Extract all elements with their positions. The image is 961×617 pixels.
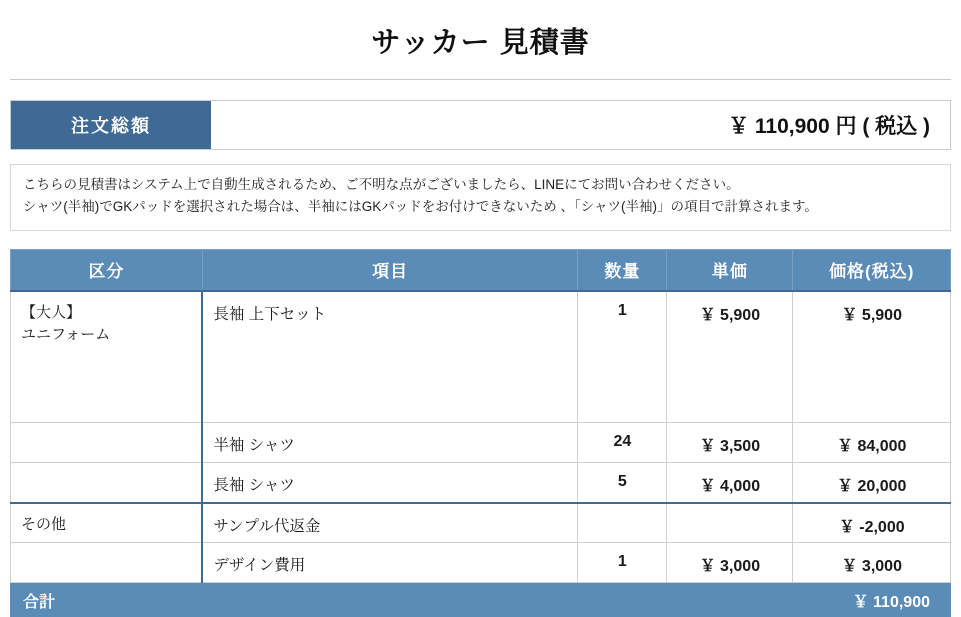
cell-unit-price: [667, 503, 793, 543]
cell-price: ￥ 5,900: [793, 291, 951, 423]
cell-kubun: [11, 543, 203, 583]
note-line-2: シャツ(半袖)でGKパッドを選択された場合は、半袖にはGKパッドをお付けできないため 、「シャツ(半袖)」の項目で計算されます。: [23, 198, 818, 214]
cell-qty: [578, 503, 667, 543]
grand-total-bar: [10, 583, 951, 617]
quotation-table: [10, 249, 951, 584]
cell-price: ￥ 84,000: [793, 423, 951, 463]
column-header-price: 価格(税込): [793, 249, 951, 291]
cell-item: 長袖 上下セット: [202, 291, 578, 423]
cell-price: ￥ 20,000: [793, 463, 951, 503]
cell-kubun: [11, 423, 203, 463]
order-total-value: ￥ 110,900 円 ( 税込 ): [211, 101, 950, 149]
cell-qty: 5: [578, 463, 667, 503]
column-header-qty: 数量: [578, 249, 667, 291]
cell-unit-price: ￥ 3,000: [667, 543, 793, 583]
grand-total-value: ￥ 110,900: [852, 593, 930, 611]
title-divider: [10, 79, 951, 80]
cell-kubun: その他: [11, 503, 203, 543]
cell-item: デザイン費用: [202, 543, 578, 583]
cell-unit-price: ￥ 5,900: [667, 291, 793, 423]
cell-kubun: [11, 463, 203, 503]
cell-unit-price: ￥ 3,500: [667, 423, 793, 463]
order-total-bar: [10, 100, 951, 150]
cell-item: サンプル代返金: [202, 503, 578, 543]
note-line-1: こちらの見積書はシステム上で自動生成されるため、ご不明な点がございましたら、LINEにてお問い合わせください。: [23, 177, 740, 192]
table-row: [11, 503, 951, 543]
cell-price: ￥ -2,000: [793, 503, 951, 543]
table-row: [11, 423, 951, 463]
order-total-label: 注文総額: [11, 101, 211, 149]
cell-qty: 24: [578, 423, 667, 463]
column-header-kubun: 区分: [11, 249, 203, 291]
table-row: [11, 291, 951, 423]
page-title: サッカー 見積書: [371, 27, 590, 59]
cell-item: 長袖 シャツ: [202, 463, 578, 503]
table-row: [11, 463, 951, 503]
cell-item: 半袖 シャツ: [202, 423, 578, 463]
cell-kubun: 【大人】 ユニフォーム: [11, 291, 203, 423]
table-header-row: [11, 249, 951, 291]
column-header-item: 項目: [202, 249, 578, 291]
table-row: [11, 543, 951, 583]
column-header-unit-price: 単価: [667, 249, 793, 291]
cell-qty: 1: [578, 543, 667, 583]
cell-unit-price: ￥ 4,000: [667, 463, 793, 503]
grand-total-label: 合計: [23, 593, 56, 611]
cell-price: ￥ 3,000: [793, 543, 951, 583]
notes-box: [10, 164, 951, 231]
cell-qty: 1: [578, 291, 667, 423]
